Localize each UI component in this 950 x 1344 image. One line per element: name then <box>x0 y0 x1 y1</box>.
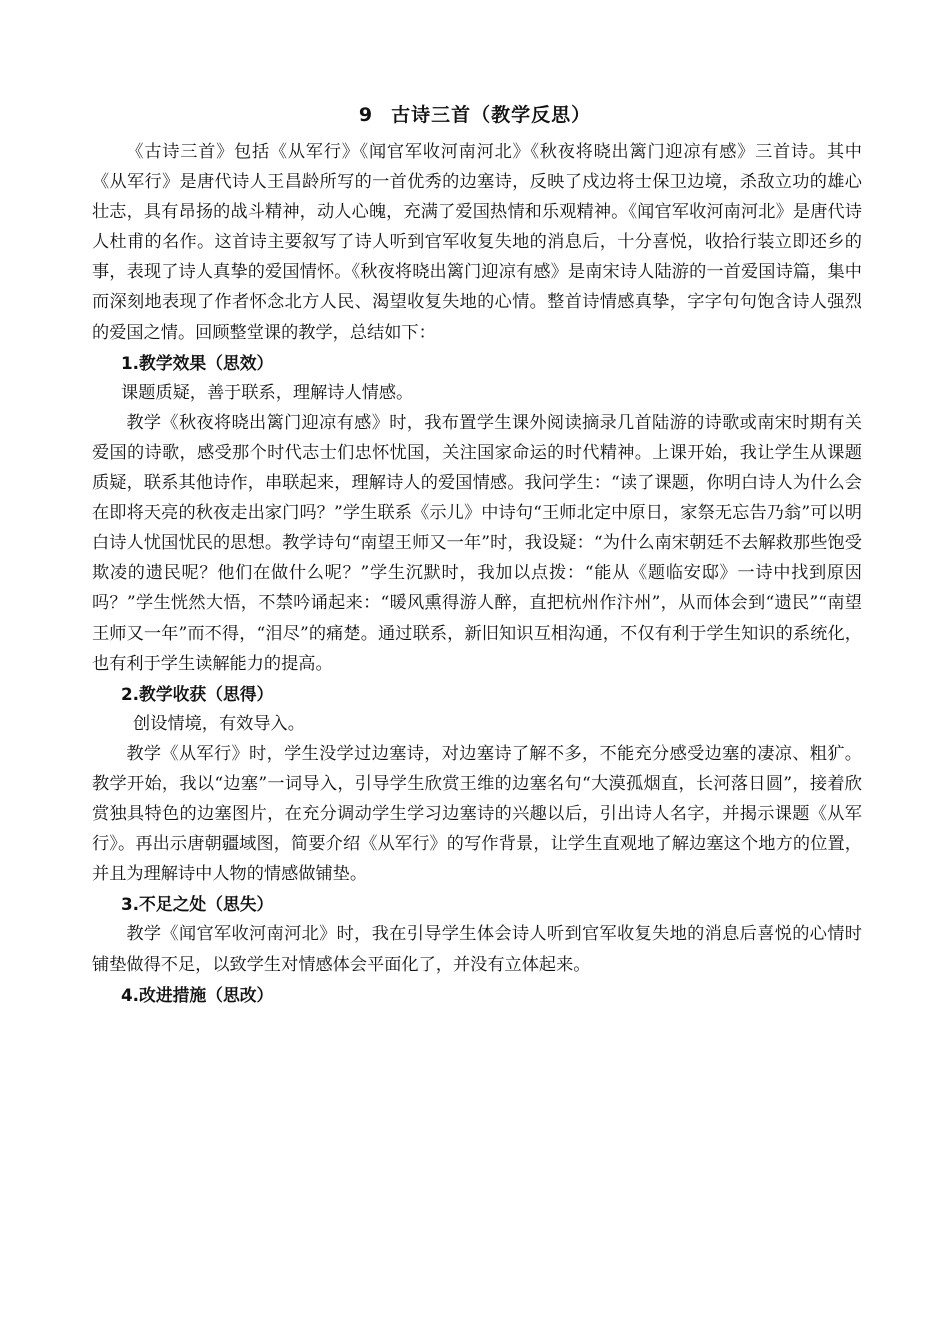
section-2-body: 教学《从军行》时，学生没学过边塞诗，对边塞诗了解不多，不能充分感受边塞的凄凉、粗犷。教学开始，我以“边塞”一词导入，引导学生欣赏王维的边塞名句“大漠孤烟直，长河落日圆”，接着欣赏独具特色的边塞图片，在充分调动学生学习边塞诗的兴趣以后，引出诗人名字，并揭示课题《从军行》。再出示唐朝疆域图，简要介绍《从军行》的写作背景，让学生直观地了解边塞这个地方的位置，并且为理解诗中人物的情感做铺垫。 <box>92 743 862 885</box>
document-body <box>92 137 862 1010</box>
lesson-title-text: 古诗三首（教学反思） <box>391 104 592 126</box>
section-1-subtitle: 课题质疑，善于联系，理解诗人情感。 <box>121 382 414 403</box>
section-2-heading: 2.教学收获（思得） <box>121 683 274 704</box>
section-3-heading: 3.不足之处（思失） <box>121 894 274 915</box>
section-1-heading: 1.教学效果（思效） <box>121 352 274 373</box>
section-4-heading: 4.改进措施（思改） <box>121 984 274 1005</box>
page-title <box>0 100 950 127</box>
section-1-body: 教学《秋夜将晓出篱门迎凉有感》时，我布置学生课外阅读摘录几首陆游的诗歌或南宋时期有关爱国的诗歌，感受那个时代志士们忠怀忧国，关注国家命运的时代精神。上课开始，我让学生从课题质疑，联系其他诗作，串联起来，理解诗人的爱国情感。我问学生：“读了课题，你明白诗人为什么会在即将天亮的秋夜走出家门吗？”学生联系《示儿》中诗句“王师北定中原日，家祭无忘告乃翁”可以明白诗人忧国忧民的思想。教学诗句“南望王师又一年”时，我设疑：“为什么南宋朝廷不去解救那些饱受欺凌的遗民呢？他们在做什么呢？”学生沉默时，我加以点拨：“能从《题临安邸》一诗中找到原因吗？”学生恍然大悟，不禁吟诵起来：“暖风熏得游人醉，直把杭州作汴州”，从而体会到“遗民”“南望王师又一年”而不得，“泪尽”的痛楚。通过联系，新旧知识互相沟通，不仅有利于学生知识的系统化，也有利于学生读解能力的提高。 <box>92 412 862 674</box>
lesson-number: 9 <box>358 104 374 126</box>
intro-paragraph: 《古诗三首》包括《从军行》《闻官军收河南河北》《秋夜将晓出篱门迎凉有感》三首诗。其中《从军行》是唐代诗人王昌龄所写的一首优秀的边塞诗，反映了戍边将士保卫边境，杀敌立功的雄心壮志，具有昂扬的战斗精神，动人心魄，充满了爱国热情和乐观精神。《闻官军收河南河北》是唐代诗人杜甫的名作。这首诗主要叙写了诗人听到官军收复失地的消息后，十分喜悦，收拾行装立即还乡的事，表现了诗人真挚的爱国情怀。《秋夜将晓出篱门迎凉有感》是南宋诗人陆游的一首爱国诗篇，集中而深刻地表现了作者怀念北方人民、渴望收复失地的心情。整首诗情感真挚，字字句句饱含诗人强烈的爱国之情。回顾整堂课的教学，总结如下： <box>92 142 862 343</box>
section-3-body: 教学《闻官军收河南河北》时，我在引导学生体会诗人听到官军收复失地的消息后喜悦的心情时铺垫做得不足，以致学生对情感体会平面化了，并没有立体起来。 <box>92 924 862 975</box>
section-2-subtitle: 创设情境，有效导入。 <box>133 713 305 734</box>
